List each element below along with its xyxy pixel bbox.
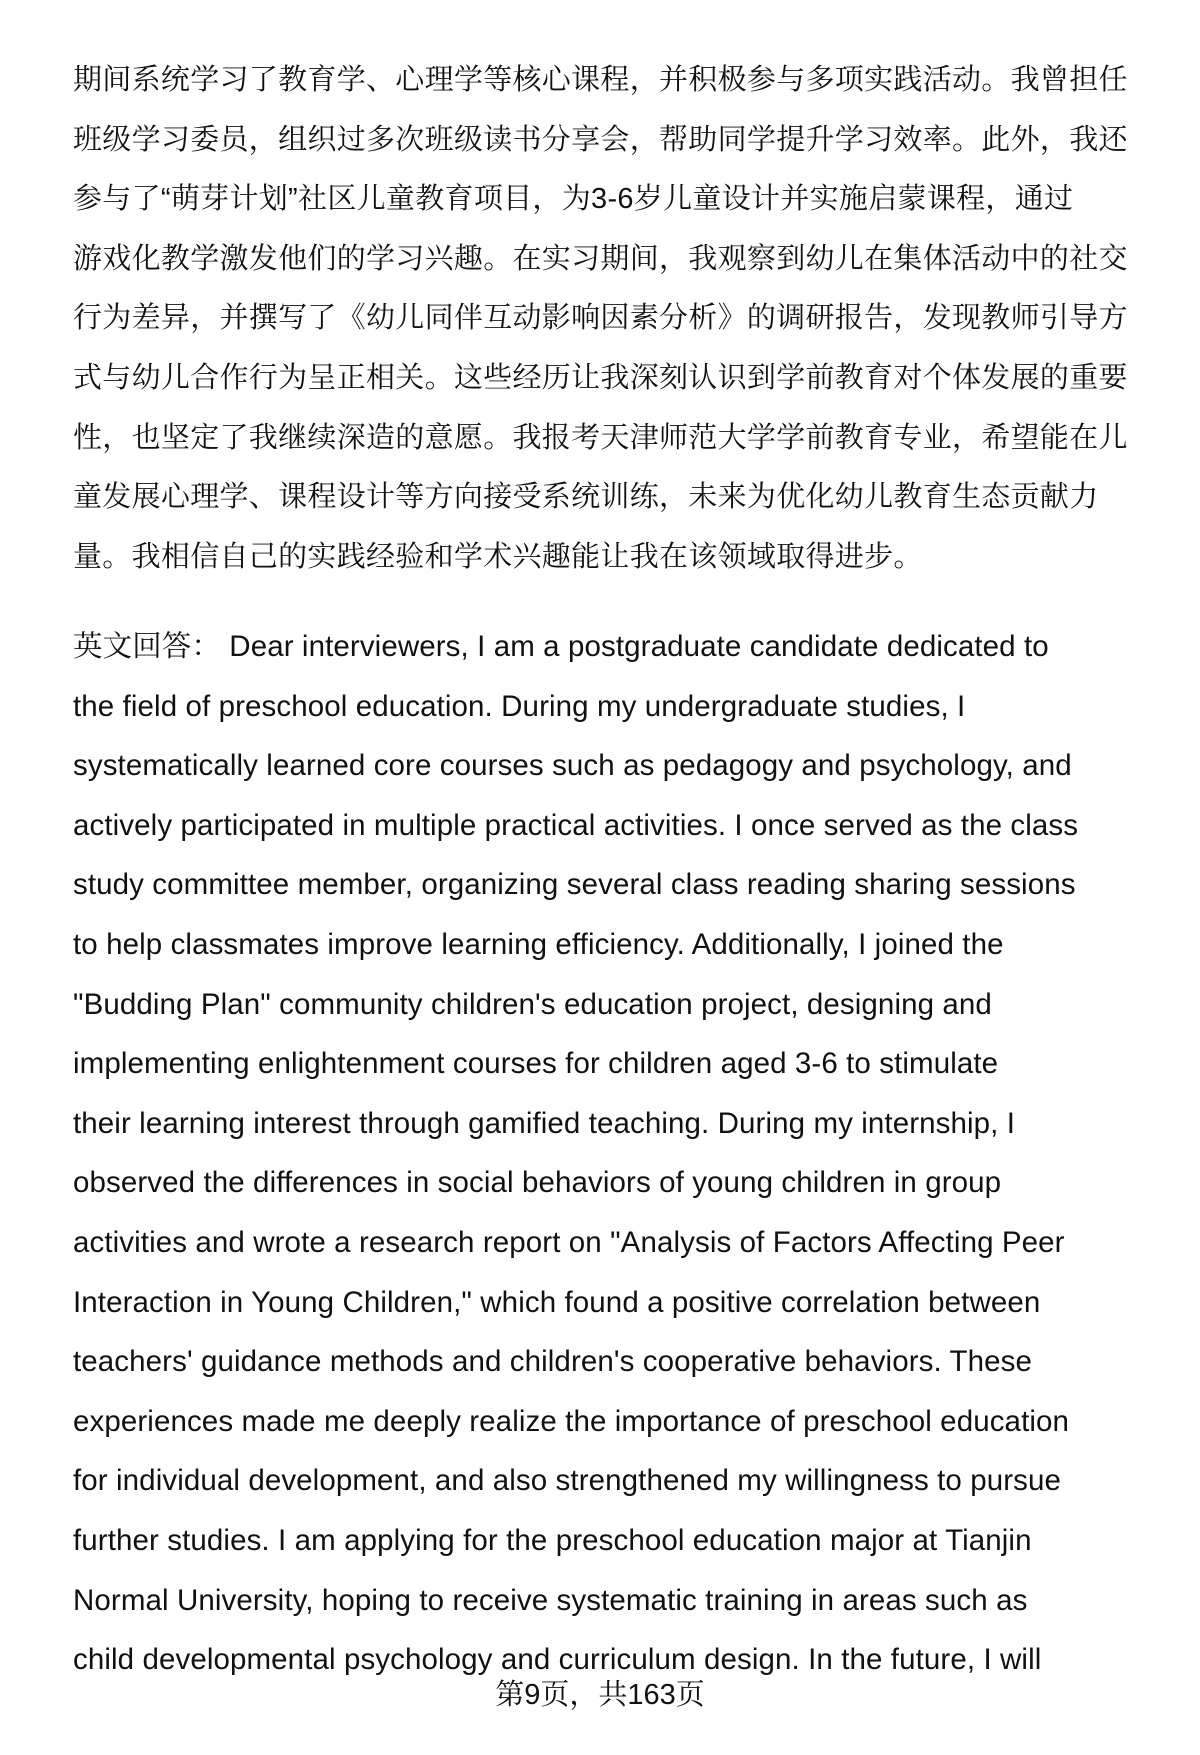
text-line: implementing enlightenment courses for children aged 3-6 to stimulate: [73, 1047, 999, 1081]
text-line: actively participated in multiple practical activities. I once served as the class: [73, 808, 1079, 842]
text-line: 行为差异，并撰写了《幼儿同伴互动影响因素分析》的调研报告，发现教师引导方: [73, 302, 1128, 335]
text-line: "Budding Plan" community children's education project, designing and: [73, 987, 992, 1021]
text-line: 参与了“萌芽计划”社区儿童教育项目，为3-6岁儿童设计并实施启蒙课程，通过: [73, 183, 1074, 216]
text-line: their learning interest through gamified teaching. During my internship, I: [73, 1106, 1016, 1140]
text-line: 性，也坚定了我继续深造的意愿。我报考天津师范大学学前教育专业，希望能在儿: [73, 421, 1128, 454]
text-line: 量。我相信自己的实践经验和学术兴趣能让我在该领域取得进步。: [73, 540, 923, 573]
text-line: Interaction in Young Children," which found a positive correlation between: [73, 1285, 1041, 1319]
text-line: observed the differences in social behaviors of young children in group: [73, 1166, 1002, 1200]
text-line: Normal University, hoping to receive systematic training in areas such as: [73, 1583, 1028, 1617]
text-line: experiences made me deeply realize the importance of preschool education: [73, 1404, 1070, 1438]
text-line: further studies. I am applying for the preschool education major at Tianjin: [73, 1524, 1032, 1557]
text-line: the field of preschool education. During my undergraduate studies, I: [73, 689, 966, 723]
text-line: child developmental psychology and curriculum design. In the future, I will: [73, 1643, 1042, 1677]
text-line: 期间系统学习了教育学、心理学等核心课程，并积极参与多项实践活动。我曾担任: [73, 64, 1128, 96]
text-line: to help classmates improve learning efficiency. Additionally, I joined the: [73, 928, 1004, 961]
text-line: study committee member, organizing several class reading sharing sessions: [73, 868, 1076, 902]
text-line: 英文回答： Dear interviewers, I am a postgraduate candidate dedicated to: [73, 630, 1049, 663]
text-line: 游戏化教学激发他们的学习兴趣。在实习期间，我观察到幼儿在集体活动中的社交: [73, 242, 1128, 275]
text-line: teachers' guidance methods and children's cooperative behaviors. These: [73, 1345, 1033, 1379]
text-line: 班级学习委员，组织过多次班级读书分享会，帮助同学提升学习效率。此外，我还: [73, 123, 1128, 156]
page-number-footer: 第9页，共163页: [495, 1679, 705, 1711]
text-line: 式与幼儿合作行为呈正相关。这些经历让我深刻认识到学前教育对个体发展的重要: [73, 362, 1128, 394]
text-line: 童发展心理学、课程设计等方向接受系统训练，未来为优化幼儿教育生态贡献力: [73, 481, 1099, 514]
text-line: systematically learned core courses such as pedagogy and psychology, and: [73, 749, 1072, 783]
text-line: activities and wrote a research report on "Analysis of Factors Affecting Peer: [73, 1226, 1065, 1259]
text-line: for individual development, and also strengthened my willingness to pursue: [73, 1464, 1062, 1498]
